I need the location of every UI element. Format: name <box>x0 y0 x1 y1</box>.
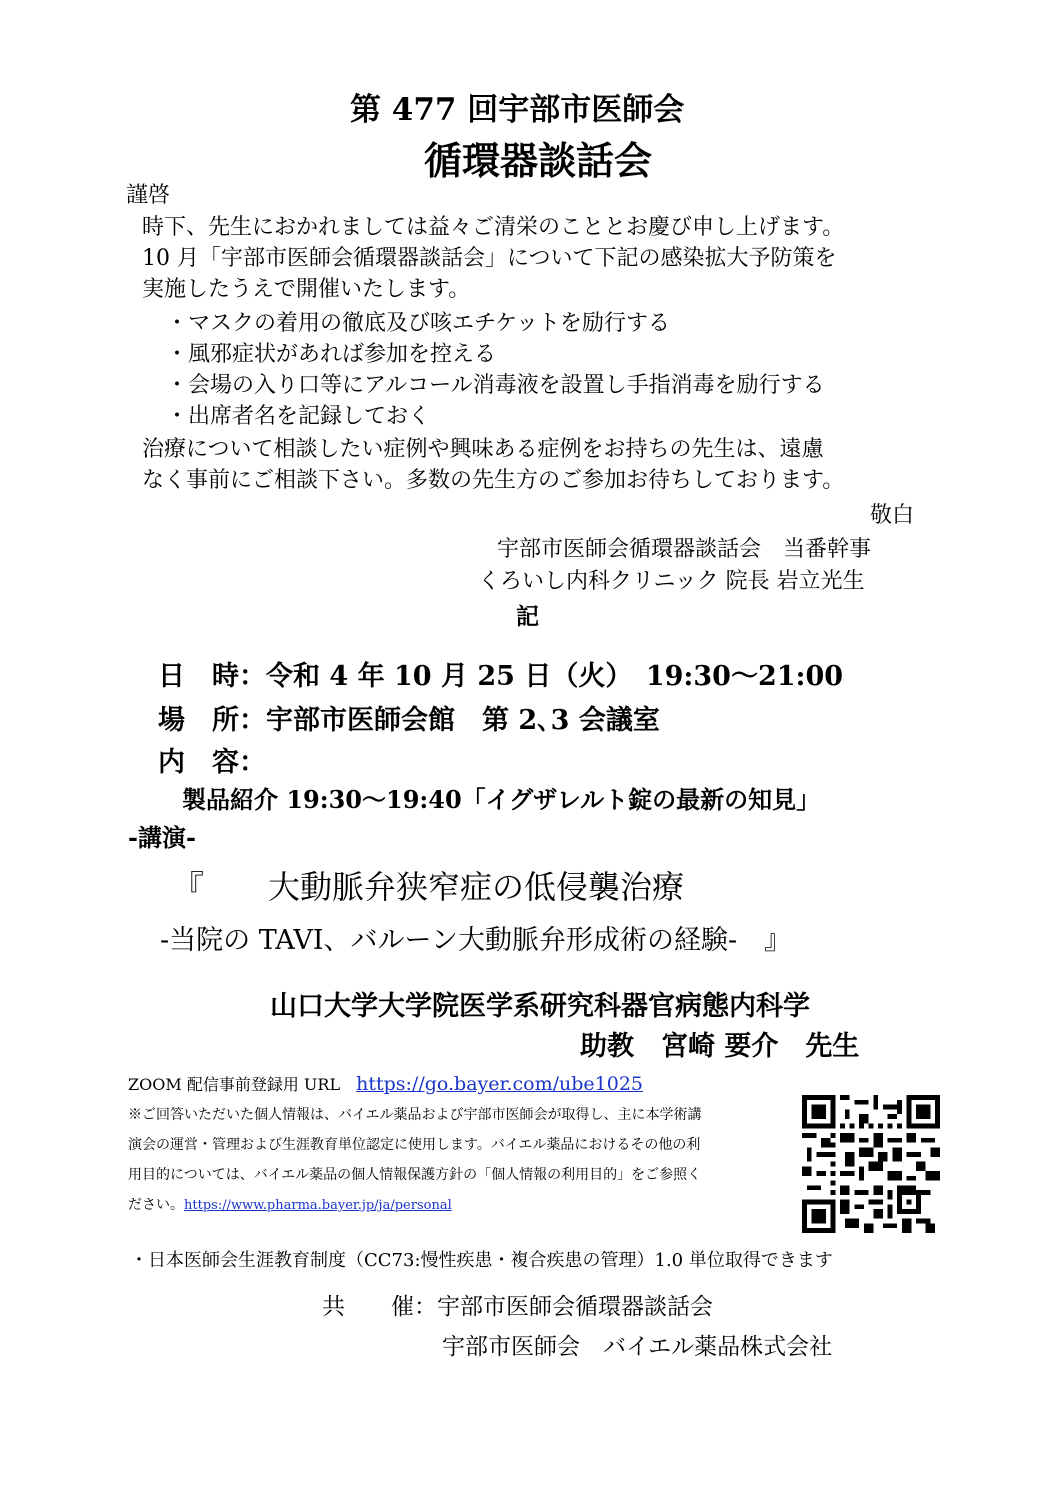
speaker-affiliation: 山口大学大学院医学系研究科器官病態内科学 <box>270 991 810 1022</box>
privacy-notice <box>128 1100 701 1221</box>
closing-line: なく事前にご相談下さい。多数の先生方のご参加お待ちしております。 <box>142 468 845 493</box>
lecture-heading: -講演- <box>128 823 196 852</box>
ki-label: 記 <box>516 603 539 630</box>
event-number-title: 第 477 回宇部市医師会 <box>350 92 685 128</box>
measure-item: ・風邪症状があれば参加を控える <box>166 342 497 367</box>
measure-item: ・出席者名を記録しておく <box>166 404 431 429</box>
lecture-title: 『 大動脈弁狭窄症の低侵襲治療 <box>172 868 685 906</box>
closing-line: 治療について相談したい症例や興味ある症例をお持ちの先生は、遠慮 <box>142 437 824 462</box>
greeting-line: 実施したうえで開催いたします。 <box>142 277 471 302</box>
lecture-subtitle: -当院の TAVI、バルーン大動脈弁形成術の経験- 』 <box>160 925 792 956</box>
sponsors-row <box>322 1288 713 1321</box>
sender-name: くろいし内科クリニック 院長 岩立光生 <box>478 569 865 594</box>
place-label: 場 所： <box>158 705 266 736</box>
place-value: 宇部市医師会館 第 2､3 会議室 <box>266 705 660 736</box>
prevention-measures-list <box>166 308 825 432</box>
cme-credit: ・日本医師会生涯教育制度（CC73:慢性疾患・複合疾患の管理）1.0 単位取得できます <box>130 1250 833 1271</box>
privacy-notice-line <box>128 1190 701 1221</box>
zoom-registration-label: ZOOM 配信事前登録用 URL <box>128 1075 341 1094</box>
privacy-policy-link[interactable]: https://www.pharma.bayer.jp/ja/personal <box>184 1198 452 1213</box>
privacy-notice-line: ※ご回答いただいた個人情報は、バイエル薬品および宇部市医師会が取得し、主に本学術講 <box>128 1107 702 1123</box>
content-label: 内 容： <box>158 747 266 778</box>
date-label: 日 時： <box>158 661 266 692</box>
privacy-notice-line: 用目的については、バイエル薬品の個人情報保護方針の「個人情報の利用目的」をご参照く <box>128 1167 702 1183</box>
zoom-registration <box>128 1072 643 1095</box>
sponsor-1: 宇部市医師会循環器談話会 <box>437 1294 713 1320</box>
closing-paragraph <box>142 434 844 496</box>
speaker-name: 助教 宮崎 要介 先生 <box>580 1031 860 1062</box>
product-intro: 製品紹介 19:30～19:40「イグザレルト錠の最新の知見」 <box>182 785 821 814</box>
privacy-notice-line: 演会の運営・管理および生涯教育単位認定に使用します。バイエル薬品におけるその他の利 <box>128 1137 701 1153</box>
sponsors-label: 共 催： <box>322 1294 437 1320</box>
date-row <box>158 654 843 693</box>
measure-item: ・会場の入り口等にアルコール消毒液を設置し手指消毒を励行する <box>166 373 825 398</box>
measure-item: ・マスクの着用の徹底及び咳エチケットを励行する <box>166 311 671 336</box>
greeting-line: 10 月「宇部市医師会循環器談話会」について下記の感染拡大予防策を <box>142 246 837 271</box>
greeting-line: 時下、先生におかれましては益々ご清栄のこととお慶び申し上げます。 <box>142 215 845 240</box>
greeting-opening: 謹啓 <box>126 183 171 208</box>
greeting-closing: 敬白 <box>870 503 915 528</box>
date-value: 令和 4 年 10 月 25 日（火） 19:30～21:00 <box>266 661 844 692</box>
greeting-paragraph <box>142 212 844 305</box>
qr-code-icon <box>802 1095 940 1233</box>
privacy-notice-tail: ださい。 <box>128 1197 184 1213</box>
sponsor-2: 宇部市医師会 バイエル薬品株式会社 <box>442 1334 833 1360</box>
place-row <box>158 698 660 737</box>
event-title: 循環器談話会 <box>424 138 653 183</box>
zoom-registration-link[interactable]: https://go.bayer.com/ube1025 <box>356 1073 644 1095</box>
sender-organization: 宇部市医師会循環器談話会 当番幹事 <box>497 537 872 562</box>
